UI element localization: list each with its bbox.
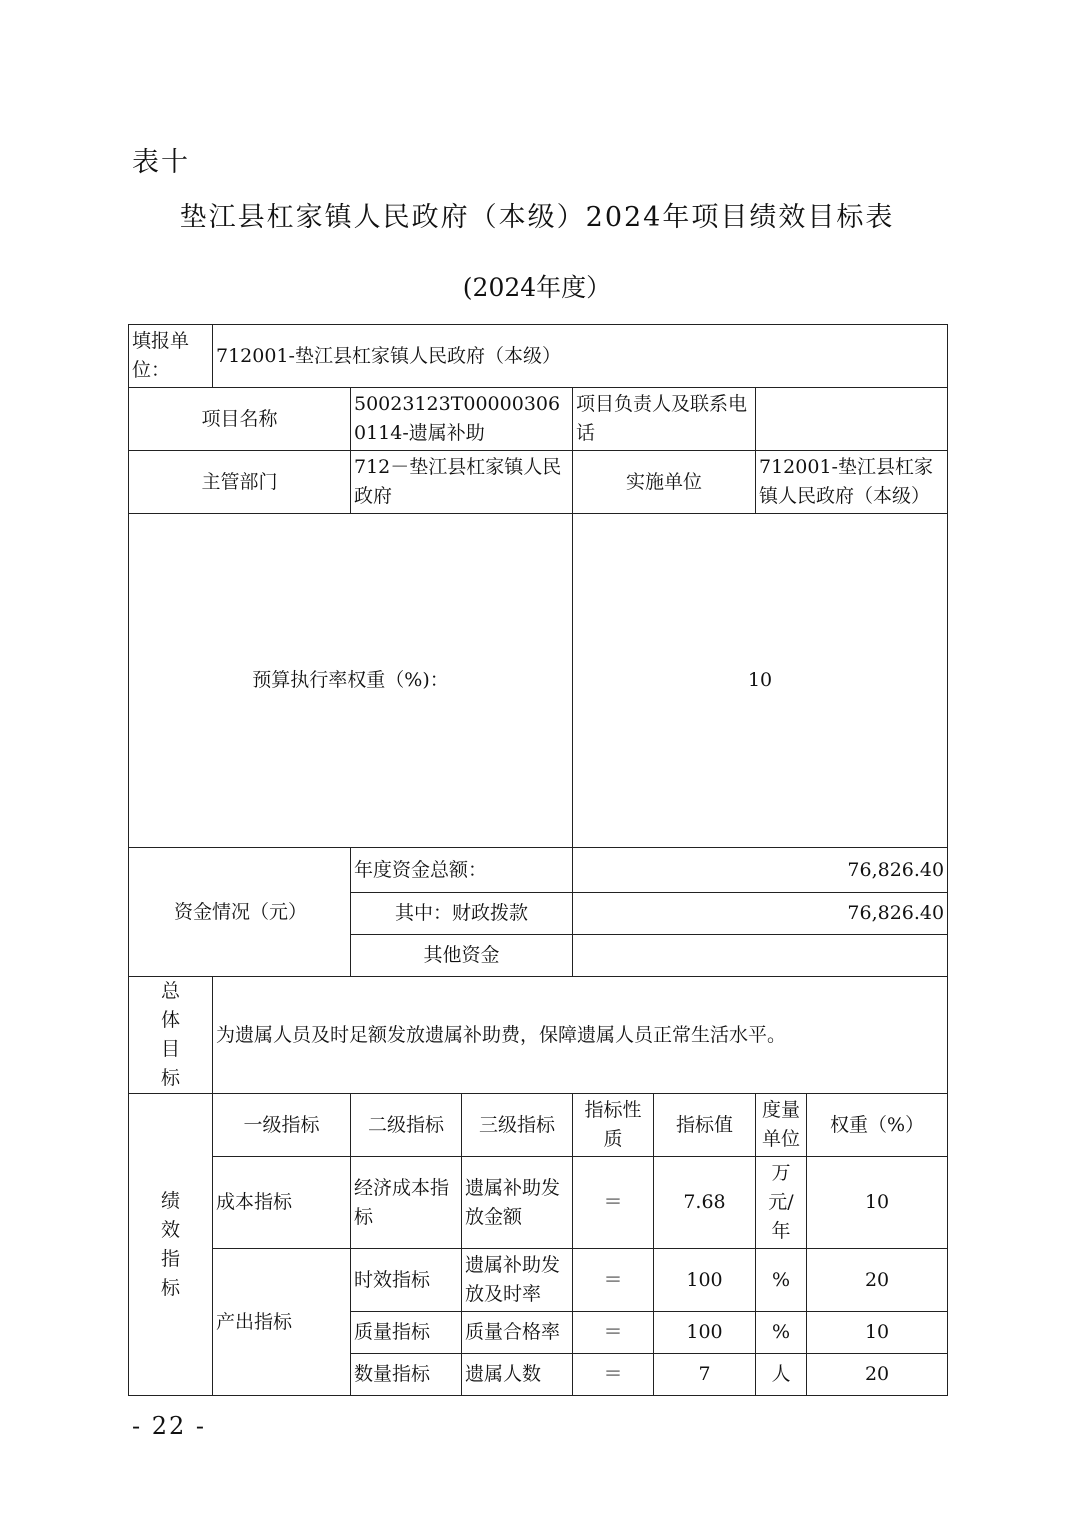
performance-target-table [128, 324, 948, 1396]
funds-other-label: 其他资金 [351, 935, 573, 977]
perf-level2: 经济成本指标 [351, 1157, 462, 1249]
perf-level2: 时效指标 [351, 1249, 462, 1312]
perf-header-nature: 指标性质 [573, 1094, 654, 1157]
perf-level3: 遗属补助发放金额 [462, 1157, 573, 1249]
perf-value: 100 [654, 1249, 756, 1312]
perf-weight: 20 [807, 1249, 948, 1312]
perf-value: 100 [654, 1312, 756, 1354]
contact-value [756, 388, 948, 451]
perf-unit: % [756, 1249, 807, 1312]
dept-value: 712－垫江县杠家镇人民政府 [351, 451, 573, 514]
funds-total-value: 76,826.40 [573, 848, 948, 893]
funds-label: 资金情况（元） [129, 848, 351, 977]
perf-level2: 质量指标 [351, 1312, 462, 1354]
perf-unit: 人 [756, 1354, 807, 1396]
perf-header-level2: 二级指标 [351, 1094, 462, 1157]
fill-unit-label: 填报单位： [129, 325, 213, 388]
impl-unit-value: 712001-垫江县杠家镇人民政府（本级） [756, 451, 948, 514]
contact-label: 项目负责人及联系电话 [573, 388, 756, 451]
perf-weight: 20 [807, 1354, 948, 1396]
perf-header-level3: 三级指标 [462, 1094, 573, 1157]
impl-unit-label: 实施单位 [573, 451, 756, 514]
perf-header-level1: 一级指标 [213, 1094, 351, 1157]
perf-header-value: 指标值 [654, 1094, 756, 1157]
perf-level2: 数量指标 [351, 1354, 462, 1396]
document-subtitle: (2024年度） [462, 273, 612, 302]
perf-level3: 遗属补助发放及时率 [462, 1249, 573, 1312]
perf-nature: ＝ [573, 1249, 654, 1312]
budget-weight-label: 预算执行率权重（%)： [129, 514, 573, 848]
budget-weight-value: 10 [573, 514, 948, 848]
perf-level3: 质量合格率 [462, 1312, 573, 1354]
table-number-label: 表十 [132, 147, 190, 178]
perf-nature: ＝ [573, 1354, 654, 1396]
table-row [129, 1249, 948, 1312]
funds-total-label: 年度资金总额： [351, 848, 573, 893]
project-name-value: 50023123T000003060114-遗属补助 [351, 388, 573, 451]
perf-level3: 遗属人数 [462, 1354, 573, 1396]
table-row [129, 1157, 948, 1249]
goal-label: 总体目标 [129, 977, 213, 1094]
perf-unit: 万元/年 [756, 1157, 807, 1249]
funds-other-value [573, 935, 948, 977]
perf-header-unit: 度量单位 [756, 1094, 807, 1157]
perf-level1: 成本指标 [213, 1157, 351, 1249]
perf-weight: 10 [807, 1312, 948, 1354]
perf-header-weight: 权重（%） [807, 1094, 948, 1157]
document-title: 垫江县杠家镇人民政府（本级）2024年项目绩效目标表 [179, 202, 895, 233]
perf-value: 7.68 [654, 1157, 756, 1249]
fill-unit-value: 712001-垫江县杠家镇人民政府（本级） [213, 325, 948, 388]
perf-level1: 产出指标 [213, 1249, 351, 1396]
perf-unit: % [756, 1312, 807, 1354]
perf-value: 7 [654, 1354, 756, 1396]
perf-weight: 10 [807, 1157, 948, 1249]
page-number: - 22 - [132, 1412, 207, 1440]
funds-fiscal-value: 76,826.40 [573, 893, 948, 935]
goal-value: 为遗属人员及时足额发放遗属补助费，保障遗属人员正常生活水平。 [213, 977, 948, 1094]
project-name-label: 项目名称 [129, 388, 351, 451]
dept-label: 主管部门 [129, 451, 351, 514]
funds-fiscal-label: 其中：财政拨款 [351, 893, 573, 935]
perf-nature: ＝ [573, 1157, 654, 1249]
perf-label: 绩效指标 [129, 1094, 213, 1396]
perf-nature: ＝ [573, 1312, 654, 1354]
